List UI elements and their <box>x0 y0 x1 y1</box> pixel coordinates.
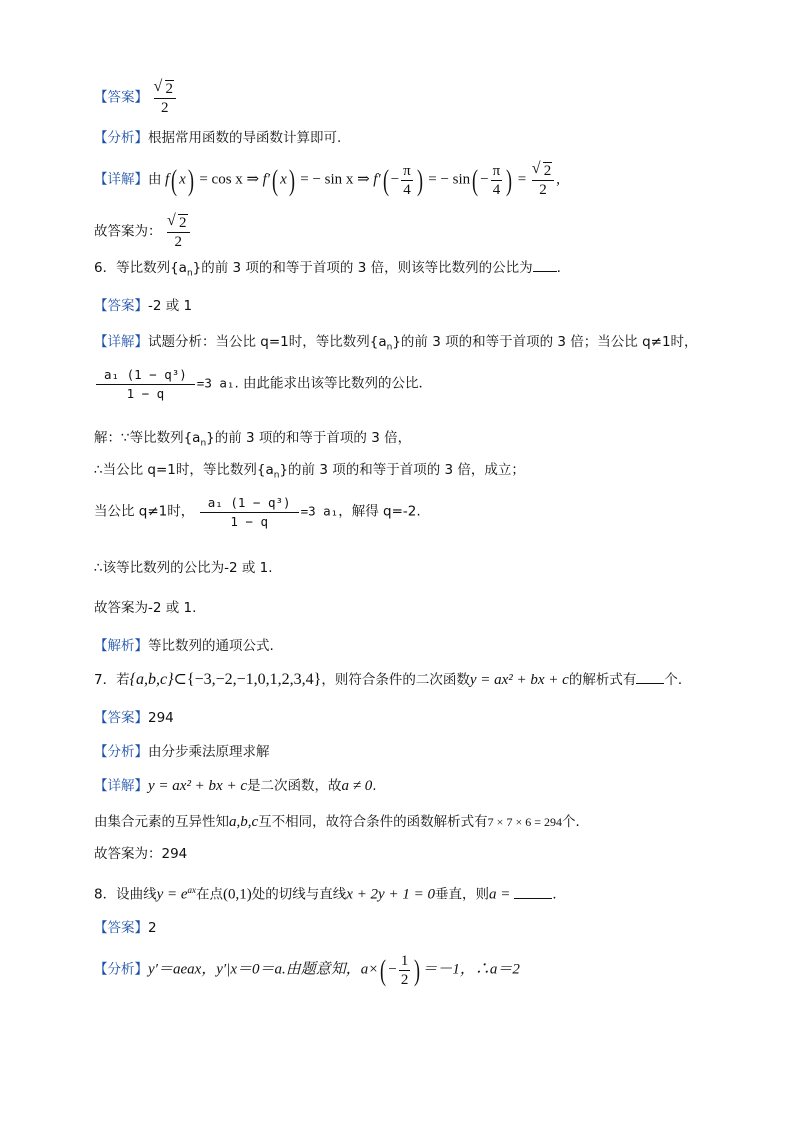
detail-tag: 【详解】 <box>94 334 148 350</box>
q6-detail: 【详解】试题分析：当公比 q=1时，等比数列$\{a_n\}$的前 3 项的和等于首项的 3 倍；当公比 q≠1时， <box>94 334 698 353</box>
explain-tag: 【解析】 <box>94 638 148 654</box>
q6-question: 6．等比数列$\{a_n\}$的前 3 项的和等于首项的 3 倍，则该等比数列的公比为 . <box>94 260 561 279</box>
q6-final: 故答案为-2 或 1. <box>94 600 197 616</box>
q6-explain: 【解析】等比数列的通项公式. <box>94 638 274 654</box>
q7-analysis: 【分析】由分步乘法原理求解 <box>94 744 270 760</box>
detail-tag: 【详解】 <box>94 171 148 188</box>
q7-answer: 【答案】294 <box>94 710 174 726</box>
q6-solution-1: 解：∵等比数列$\{a_n\}$的前 3 项的和等于首项的 3 倍， <box>94 430 412 449</box>
ratio-fraction: $\frac{\text{a₁ (1 − q³)}}{1 - q}$ <box>200 494 299 531</box>
answer-tag: 【答案】 <box>94 89 148 106</box>
analysis-tag: 【分析】 <box>94 744 148 760</box>
answer-tag: 【答案】 <box>94 920 148 936</box>
q5-analysis: 【分析】根据常用函数的导函数计算即可. <box>94 130 342 146</box>
q7-question: 7．若{a,b,c}⊂{−3,−2,−1,0,1,2,3,4}，则符合条件的二次函数y = ax² + bx + c的解析式有 个． <box>94 671 692 688</box>
q6-fraction-line: $\frac{\text{a₁ (1 − q³)}}{1 - q}$ =3 a₁. 由此能求出该等比数列的公比． <box>94 366 432 403</box>
q5-final: 故答案为： √ $\frac{2}{2}$ <box>94 214 192 251</box>
answer-blank <box>636 683 664 684</box>
analysis-tag: 【分析】 <box>94 130 148 146</box>
q8-analysis: 【分析】y′＝aeax，y′|x＝0＝a.由题意知，a×( − $\frac{1}{2}$ ) ＝－1，∴a＝2 <box>94 953 520 988</box>
q7-detail: 【详解】y = ax² + bx + c是二次函数，故a ≠ 0. <box>94 778 377 794</box>
answer-tag: 【答案】 <box>94 710 148 726</box>
q7-line2: 由集合元素的互异性知a,b,c互不相同，故符合条件的函数解析式有7 × 7 × 6 = 294个． <box>94 814 589 830</box>
q8-answer: 【答案】2 <box>94 920 157 936</box>
q5-detail: 【详解】由 f( x) = cos x ⇒ f′( x) = − sin x ⇒ f′( − $\frac{\pi}{4}$ ) = − sin( − $\frac{\pi}{4}$ ) = √ $\frac{2}{2}$ , <box>94 162 560 199</box>
q7-final: 故答案为：294 <box>94 846 188 862</box>
q6-answer: 【答案】-2 或 1 <box>94 298 193 314</box>
answer-blank <box>533 271 557 272</box>
answer-blank <box>514 898 552 899</box>
analysis-tag: 【分析】 <box>94 961 148 978</box>
detail-tag: 【详解】 <box>94 778 148 794</box>
answer-fraction: √ $\frac{2}{2}$ <box>154 80 177 117</box>
q6-conclusion: ∴该等比数列的公比为-2 或 1. <box>94 560 273 576</box>
q8-question: 8．设曲线$y = e^{ax}$在点(0,1)处的切线与直线x + 2y + 1 = 0垂直，则a = ． <box>94 885 566 903</box>
ratio-fraction: $\frac{\text{a₁ (1 − q³)}}{1 - q}$ <box>96 366 195 403</box>
answer-tag: 【答案】 <box>94 298 148 314</box>
q5-answer <box>94 80 178 117</box>
q6-solution-3: 当公比 q≠1时， $\frac{\text{a₁ (1 − q³)}}{1 - q}$ =3 a₁，解得 q=-2. <box>94 495 421 529</box>
q6-solution-2: ∴当公比 q=1时，等比数列$\{a_n\}$的前 3 项的和等于首项的 3 倍，成立； <box>94 462 525 481</box>
